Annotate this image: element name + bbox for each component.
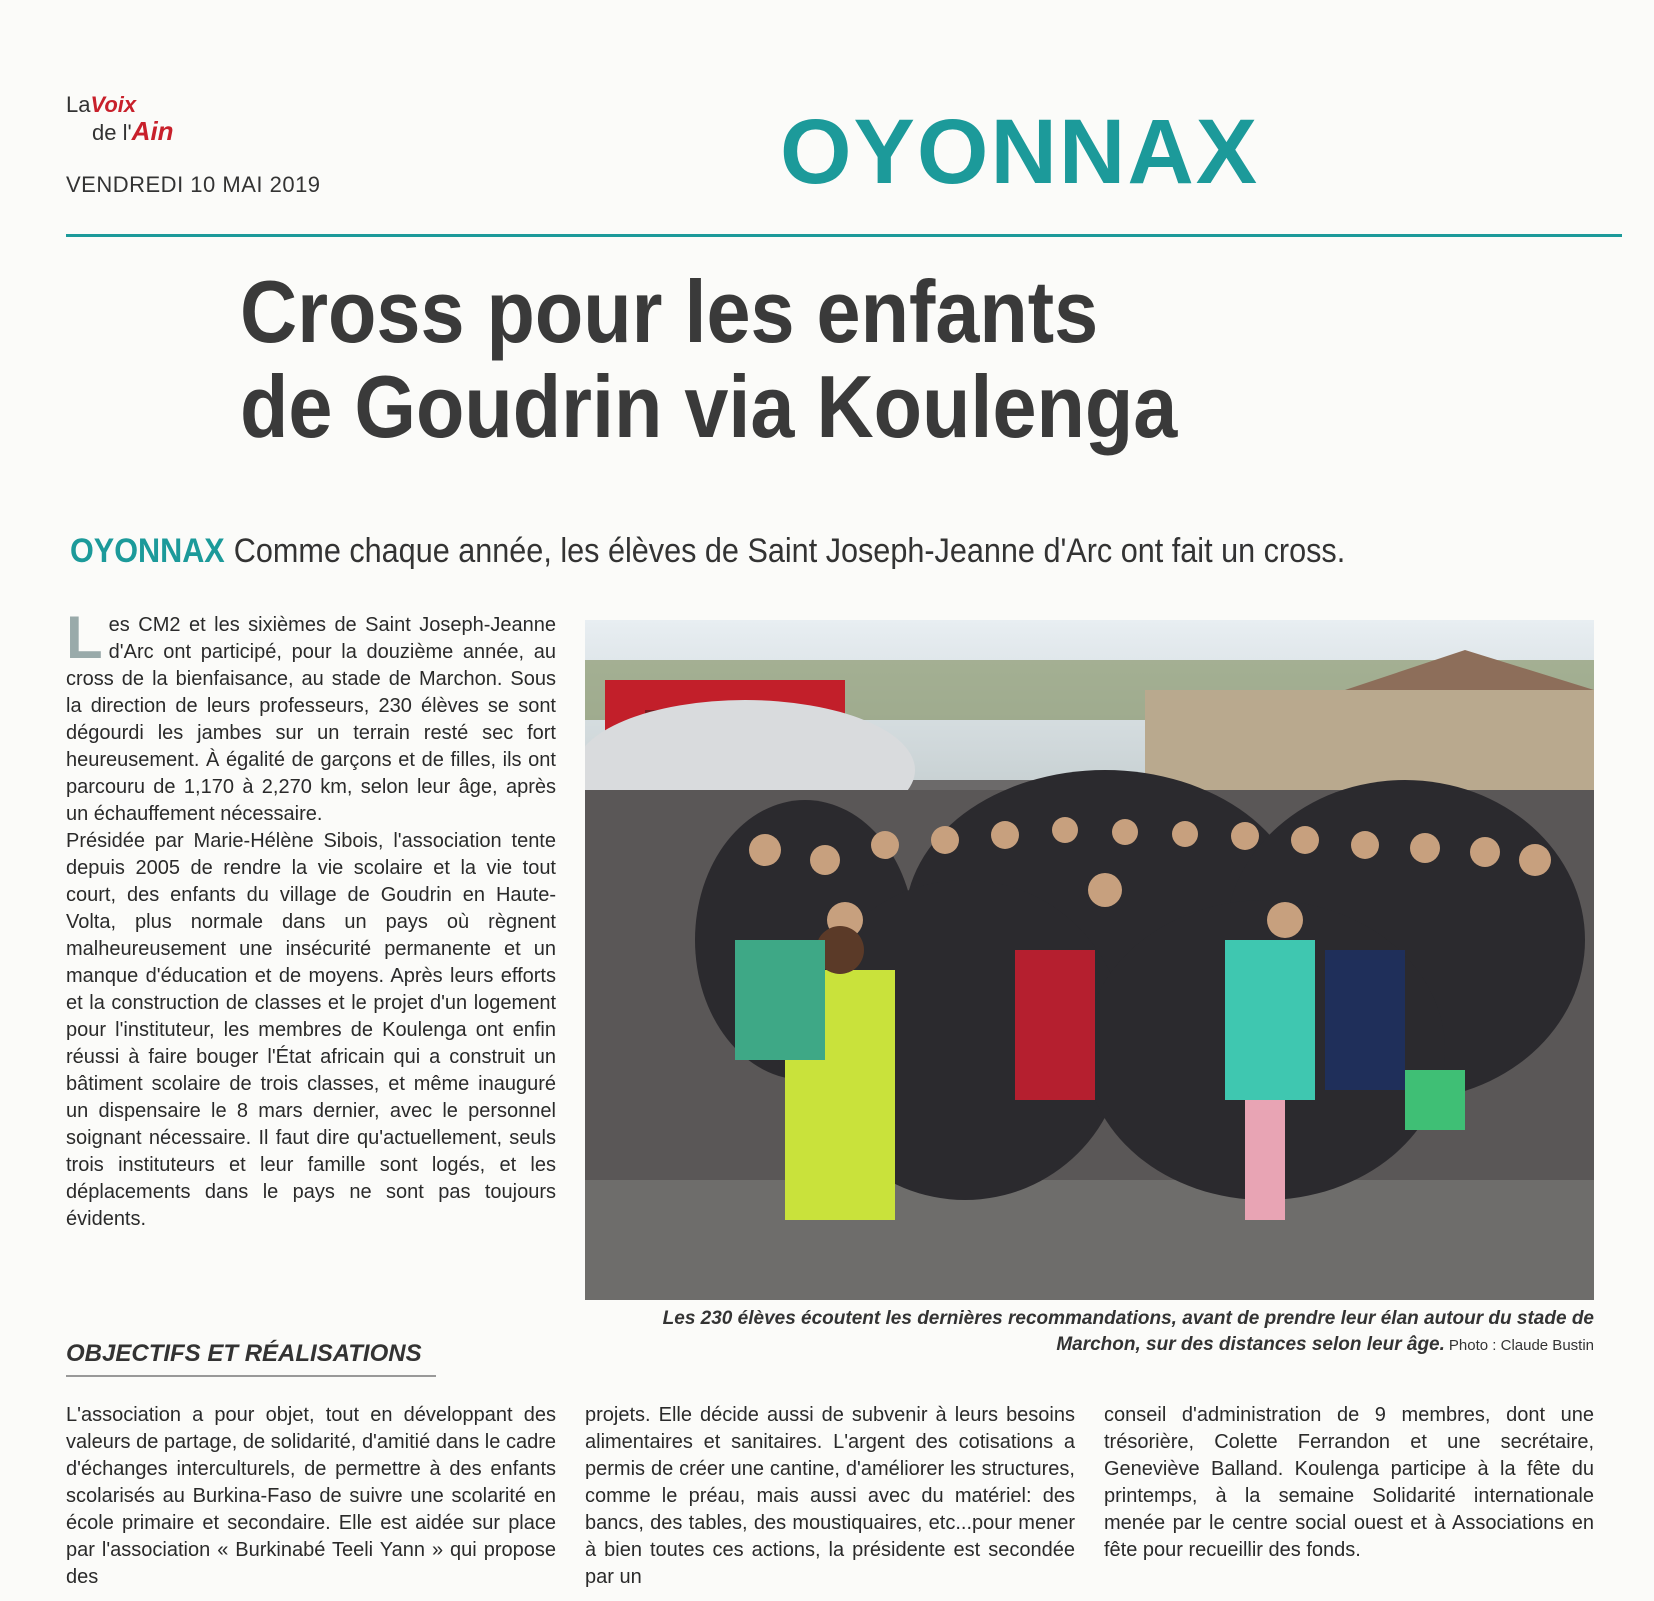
drop-cap: L [66,604,103,671]
paragraph-2: Présidée par Marie-Hélène Sibois, l'association tente depuis 2005 de rendre la vie scolaire et la vie tout court, des enfants du village de Goudrin en Haute-Volta, plus normale dans un pays où règnent malheureusement une insécurité permanente et un manque d'éducation et de moyens. Après leurs efforts et la construction de classes et le projet d'un logement pour l'instituteur, les membres de Koulenga ont enfin réussi à faire bouger l'État africain qui a construit un bâtiment scolaire de trois classes, et même inauguré un dispensaire le 8 mars dernier, avec le personnel soignant nécessaire. Il faut dire qu'actuellement, seuls trois instituteurs et leur famille sont logés, et les déplacements dans le pays ne sont pas toujours évidents. [66,830,556,1230]
article-column-1 [66,604,556,1233]
article-column-c [1104,1402,1594,1564]
subheading-underline [66,1375,436,1377]
logo-ain: Ain [131,116,174,146]
column-c-text: conseil d'administration de 9 membres, dont une trésorière, Colette Ferrandon et une secrétaire, Geneviève Balland. Koulenga participe à la fête du printemps, à la semaine Solidarité internationale menée par le centre social ouest et à Associations en fête pour recueillir des fonds. [1104,1404,1594,1561]
issue-date: VENDREDI 10 MAI 2019 [66,172,321,197]
article-column-a [66,1402,556,1591]
photo-credit: Photo : Claude Bustin [1448,1337,1594,1354]
headline-line-2: de Goudrin via Koulenga [240,357,1178,457]
logo-voix: Voix [90,92,137,117]
logo-prefix: La [66,92,91,117]
section-title: OYONNAX [780,101,1260,203]
logo-de: de l' [92,120,132,145]
lead [70,532,1345,571]
column-b-text: projets. Elle décide aussi de subvenir à leurs besoins alimentaires et sanitaires. L'argent des cotisations a permis de créer une cantine, d'améliorer les structures, comme le préau, mais aussi avec du matériel: des bancs, des tables, des moustiquaires, etc...pour mener à bien toutes ces actions, la présidente est secondée par un [585,1404,1075,1588]
caption-text: Les 230 élèves écoutent les dernières recommandations, avant de prendre leur élan autour du stade de Marchon, sur des distances selon leur âge. [662,1308,1594,1355]
section-rule [66,234,1622,237]
newspaper-logo [66,92,246,152]
headline [240,262,1320,457]
subheading: OBJECTIFS ET RÉALISATIONS [66,1340,422,1367]
paragraph-1-text: es CM2 et les sixièmes de Saint Joseph-Jeanne d'Arc ont participé, pour la douzième année, au cross de la bienfaisance, au stade de Marchon. Sous la direction de leurs professeurs, 230 élèves se sont dégourdi les jambes sur un terrain resté sec fort heureusement. À égalité de garçons et de filles, ils ont parcouru de 1,170 à 2,270 km, selon leur âge, après un échauffement nécessaire. [66,614,556,825]
article-column-b [585,1402,1075,1591]
article-photo [585,620,1594,1300]
paragraph-1 [66,604,556,828]
lead-kicker: OYONNAX [70,532,225,570]
crowd-photo-illustration [585,620,1594,1300]
column-a-text: L'association a pour objet, tout en développant des valeurs de partage, de solidarité, d'amitié dans le cadre d'échanges interculturels, de permettre à des enfants scolarisés au Burkina-Faso de suivre une scolarité en école primaire et secondaire. Elle est aidée sur place par l'association « Burkinabé Teeli Yann » qui propose des [66,1404,556,1588]
headline-line-1: Cross pour les enfants [240,262,1099,361]
lead-text: Comme chaque année, les élèves de Saint Joseph-Jeanne d'Arc ont fait un cross. [233,532,1346,570]
photo-caption [585,1306,1594,1359]
